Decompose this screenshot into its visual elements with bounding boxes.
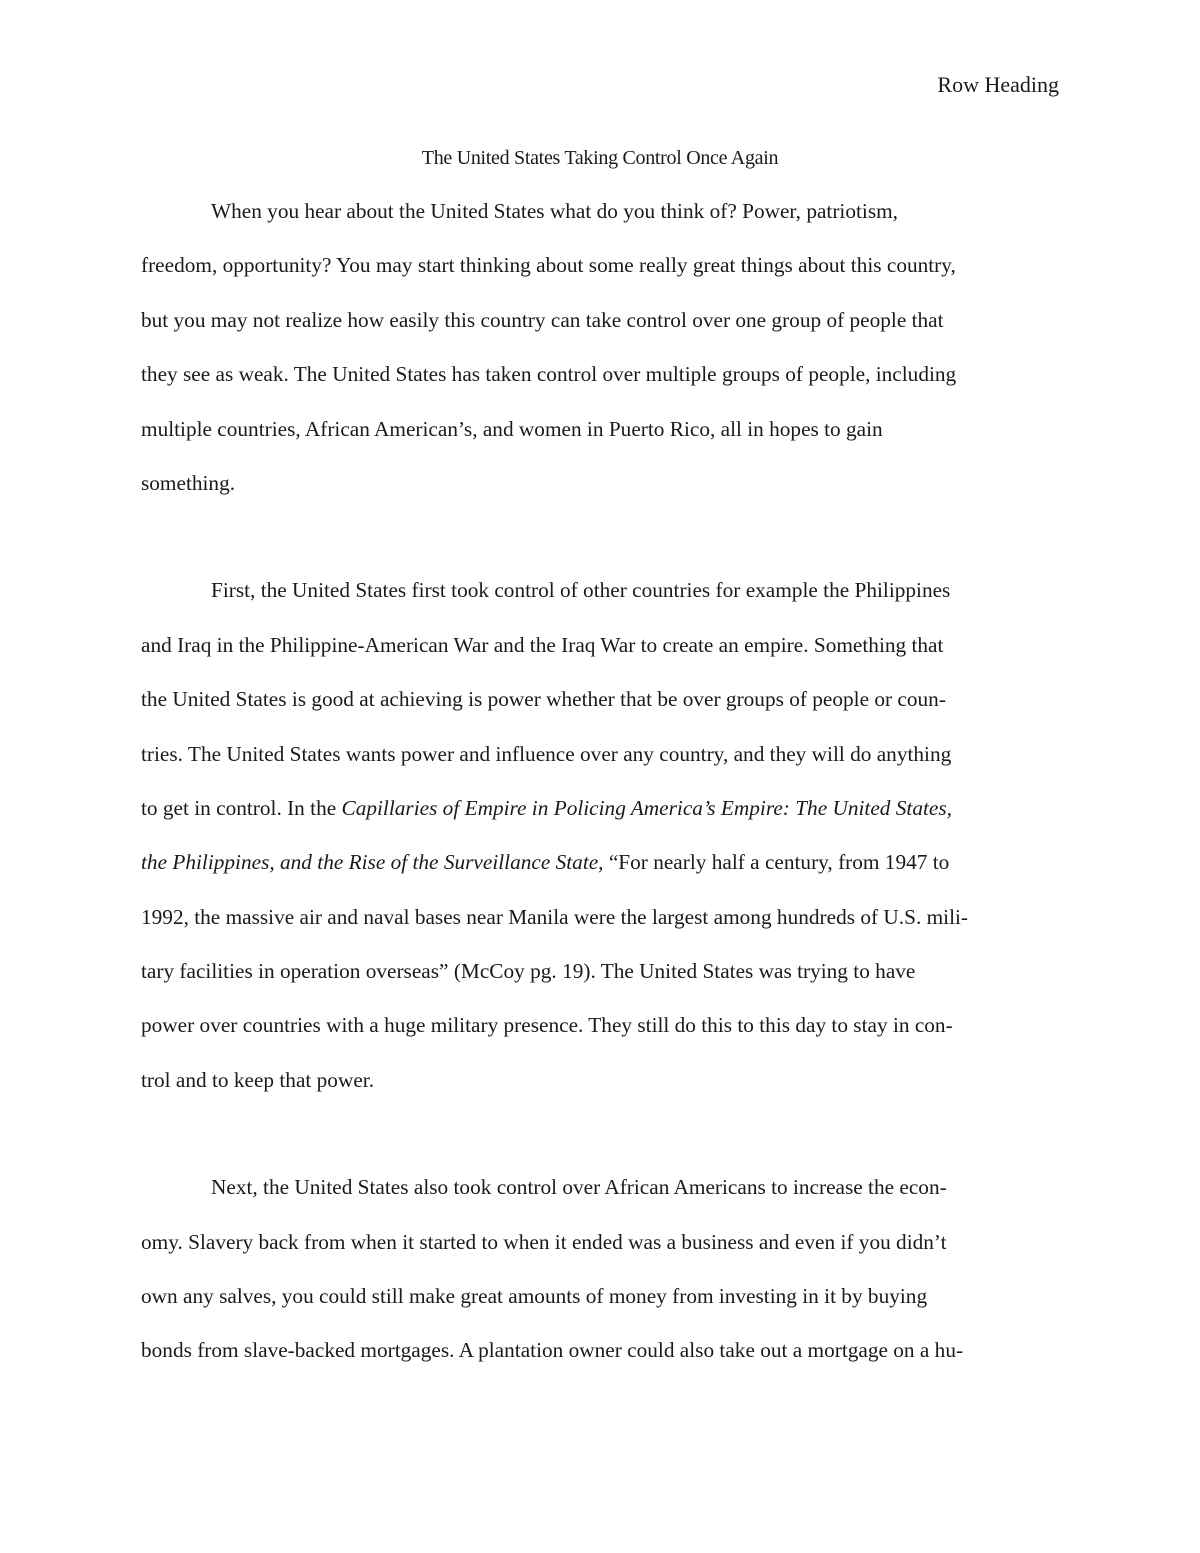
text-line: own any salves, you could still make great amounts of money from investing in it by buying bbox=[141, 1284, 928, 1309]
text-line: but you may not realize how easily this country can take control over one group of people that bbox=[141, 307, 944, 332]
text-line: First, the United States first took control of other countries for example the Philippines bbox=[211, 578, 951, 603]
text-line: freedom, opportunity? You may start thinking about some really great things about this country, bbox=[141, 253, 956, 278]
text-line: trol and to keep that power. bbox=[141, 1067, 375, 1092]
text-line: multiple countries, African American’s, and women in Puerto Rico, all in hopes to gain bbox=[141, 416, 883, 441]
paragraph-intro bbox=[141, 184, 1061, 510]
paragraph-gap bbox=[141, 510, 1061, 563]
text-line: they see as weak. The United States has taken control over multiple groups of people, including bbox=[141, 362, 957, 387]
quote-text: “For nearly half a century, from 1947 to bbox=[608, 850, 950, 875]
text-line: the United States is good at achieving is power whether that be over groups of people or coun- bbox=[141, 687, 946, 712]
running-head: Row Heading bbox=[937, 72, 1059, 97]
text-line: tary facilities in operation overseas” (McCoy pg. 19). The United States was trying to have bbox=[141, 959, 916, 984]
citation-title: the Philippines, and the Rise of the Surveillance State, bbox=[141, 850, 609, 875]
paragraph-gap bbox=[141, 1107, 1061, 1160]
citation-title: Capillaries of Empire in Policing America’s Empire: The United States, bbox=[341, 795, 952, 820]
paragraph-countries bbox=[141, 563, 1061, 1107]
text-line: Next, the United States also took control over African Americans to increase the econ- bbox=[211, 1175, 947, 1200]
text-line bbox=[141, 781, 1061, 835]
text-line: 1992, the massive air and naval bases near Manila were the largest among hundreds of U.S. mili- bbox=[141, 904, 969, 929]
paragraph-economy bbox=[141, 1160, 1061, 1378]
text-line: power over countries with a huge military presence. They still do this to this day to stay in con- bbox=[141, 1013, 953, 1038]
essay-body bbox=[141, 184, 1061, 1378]
text-line: and Iraq in the Philippine-American War and the Iraq War to create an empire. Something that bbox=[141, 632, 944, 657]
text-line bbox=[141, 835, 1061, 889]
text-line: When you hear about the United States what do you think of? Power, patriotism, bbox=[211, 199, 899, 223]
text-span: to get in control. In the bbox=[141, 795, 342, 820]
text-line: bonds from slave-backed mortgages. A plantation owner could also take out a mortgage on a hu- bbox=[141, 1338, 964, 1363]
text-line: something. bbox=[141, 470, 236, 495]
text-line: omy. Slavery back from when it started to when it ended was a business and even if you didn’t bbox=[141, 1229, 947, 1254]
essay-title: The United States Taking Control Once Again bbox=[421, 147, 779, 169]
text-line: tries. The United States wants power and influence over any country, and they will do anything bbox=[141, 741, 952, 766]
